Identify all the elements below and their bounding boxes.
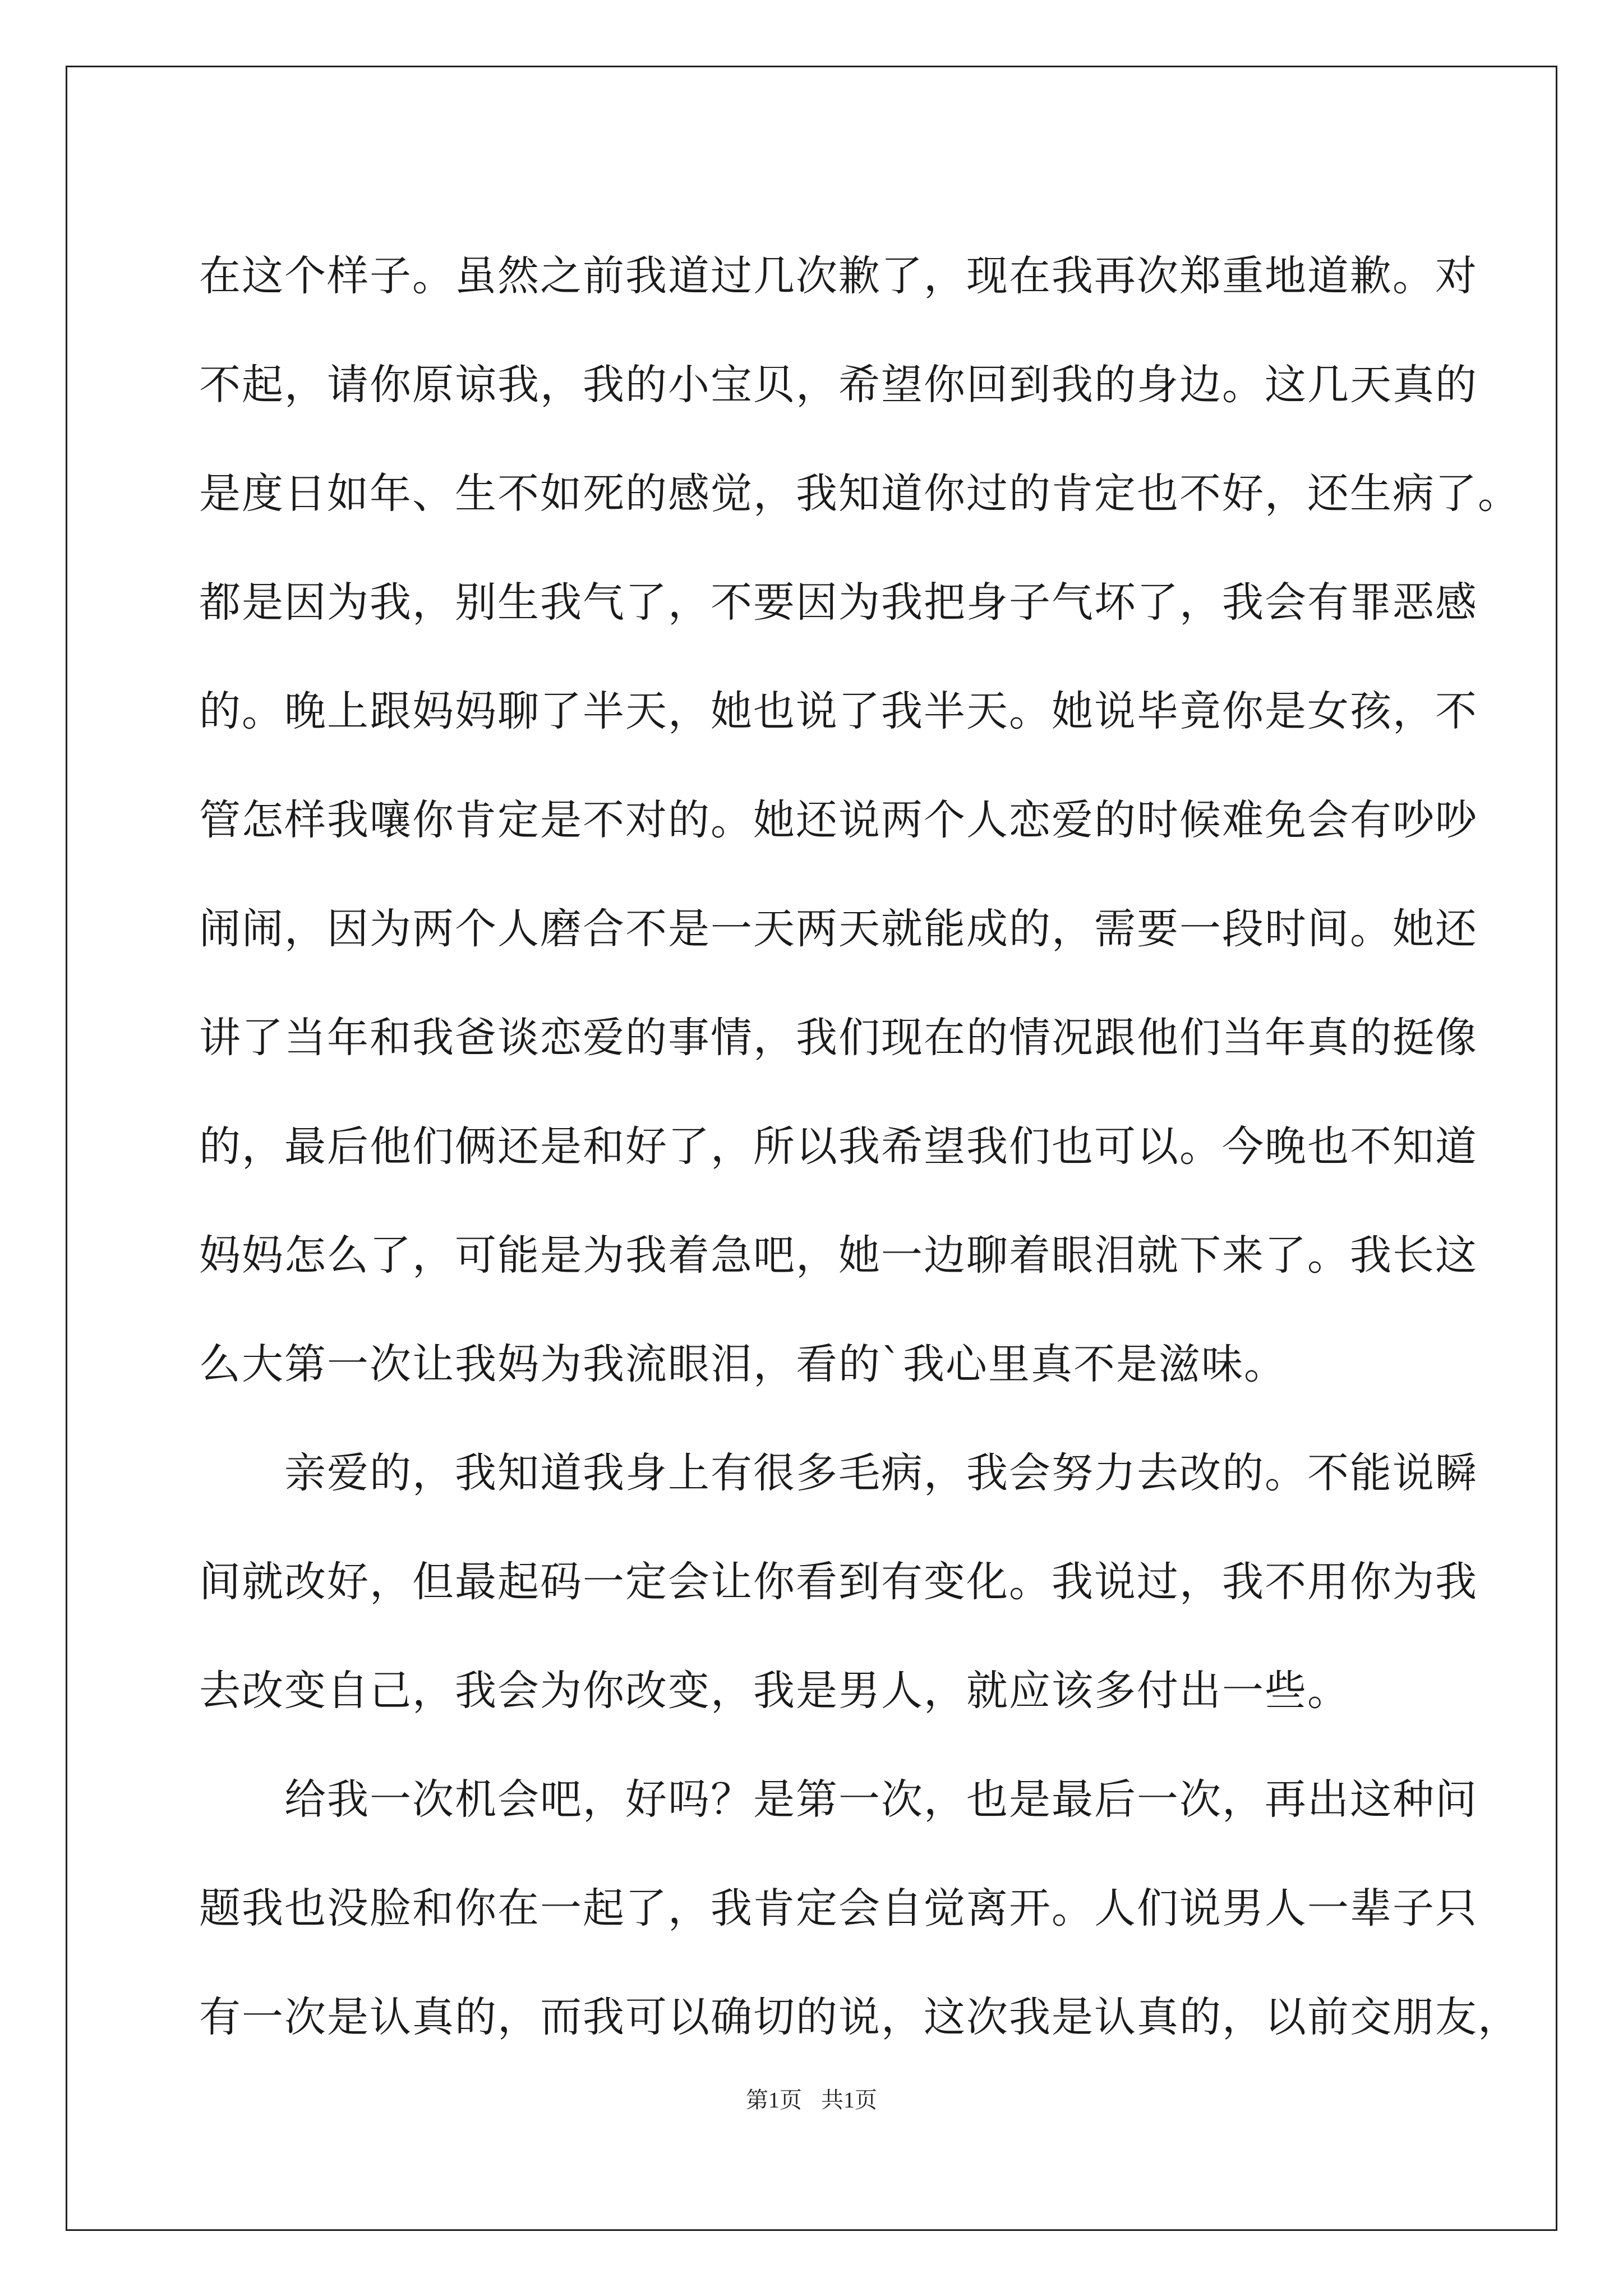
text-line: 的，最后他们俩还是和好了，所以我希望我们也可以。今晚也不知道 xyxy=(199,1122,1478,1171)
text-line: 的。晚上跟妈妈聊了半天，她也说了我半天。她说毕竟你是女孩，不 xyxy=(199,687,1478,735)
text-line: 给我一次机会吧，好吗？是第一次，也是最后一次，再出这种问 xyxy=(199,1775,1478,1824)
document-body xyxy=(199,222,1520,2072)
text-line: 去改变自己，我会为你改变，我是男人，就应该多付出一些。 xyxy=(199,1667,1350,1715)
text-line: 么大第一次让我妈为我流眼泪，看的`我心里真不是滋味。 xyxy=(199,1340,1287,1388)
page-number: 第1页 xyxy=(746,2087,802,2113)
text-line: 在这个样子。虽然之前我道过几次歉了，现在我再次郑重地道歉。对 xyxy=(199,252,1478,300)
text-line: 有一次是认真的，而我可以确切的说，这次我是认真的，以前交朋友， xyxy=(199,1993,1520,2041)
page-total: 共1页 xyxy=(821,2087,877,2113)
text-line: 间就改好，但最起码一定会让你看到有变化。我说过，我不用你为我 xyxy=(199,1558,1478,1606)
text-line: 题我也没脸和你在一起了，我肯定会自觉离开。人们说男人一辈子只 xyxy=(199,1884,1478,1932)
text-line: 妈妈怎么了，可能是为我着急吧，她一边聊着眼泪就下来了。我长这 xyxy=(199,1231,1478,1280)
text-line: 管怎样我嚷你肯定是不对的。她还说两个人恋爱的时候难免会有吵吵 xyxy=(199,796,1478,844)
text-line: 都是因为我，别生我气了，不要因为我把身子气坏了，我会有罪恶感 xyxy=(199,578,1478,627)
text-line: 不起，请你原谅我，我的小宝贝，希望你回到我的身边。这几天真的 xyxy=(199,361,1478,409)
text-line: 闹闹，因为两个人磨合不是一天两天就能成的，需要一段时间。她还 xyxy=(199,905,1478,953)
text-line: 讲了当年和我爸谈恋爱的事情，我们现在的情况跟他们当年真的挺像 xyxy=(199,1014,1478,1062)
text-line: 亲爱的，我知道我身上有很多毛病，我会努力去改的。不能说瞬 xyxy=(199,1449,1478,1497)
text-line: 是度日如年、生不如死的感觉，我知道你过的肯定也不好，还生病了。 xyxy=(199,470,1520,518)
page-footer xyxy=(0,2082,1623,2114)
